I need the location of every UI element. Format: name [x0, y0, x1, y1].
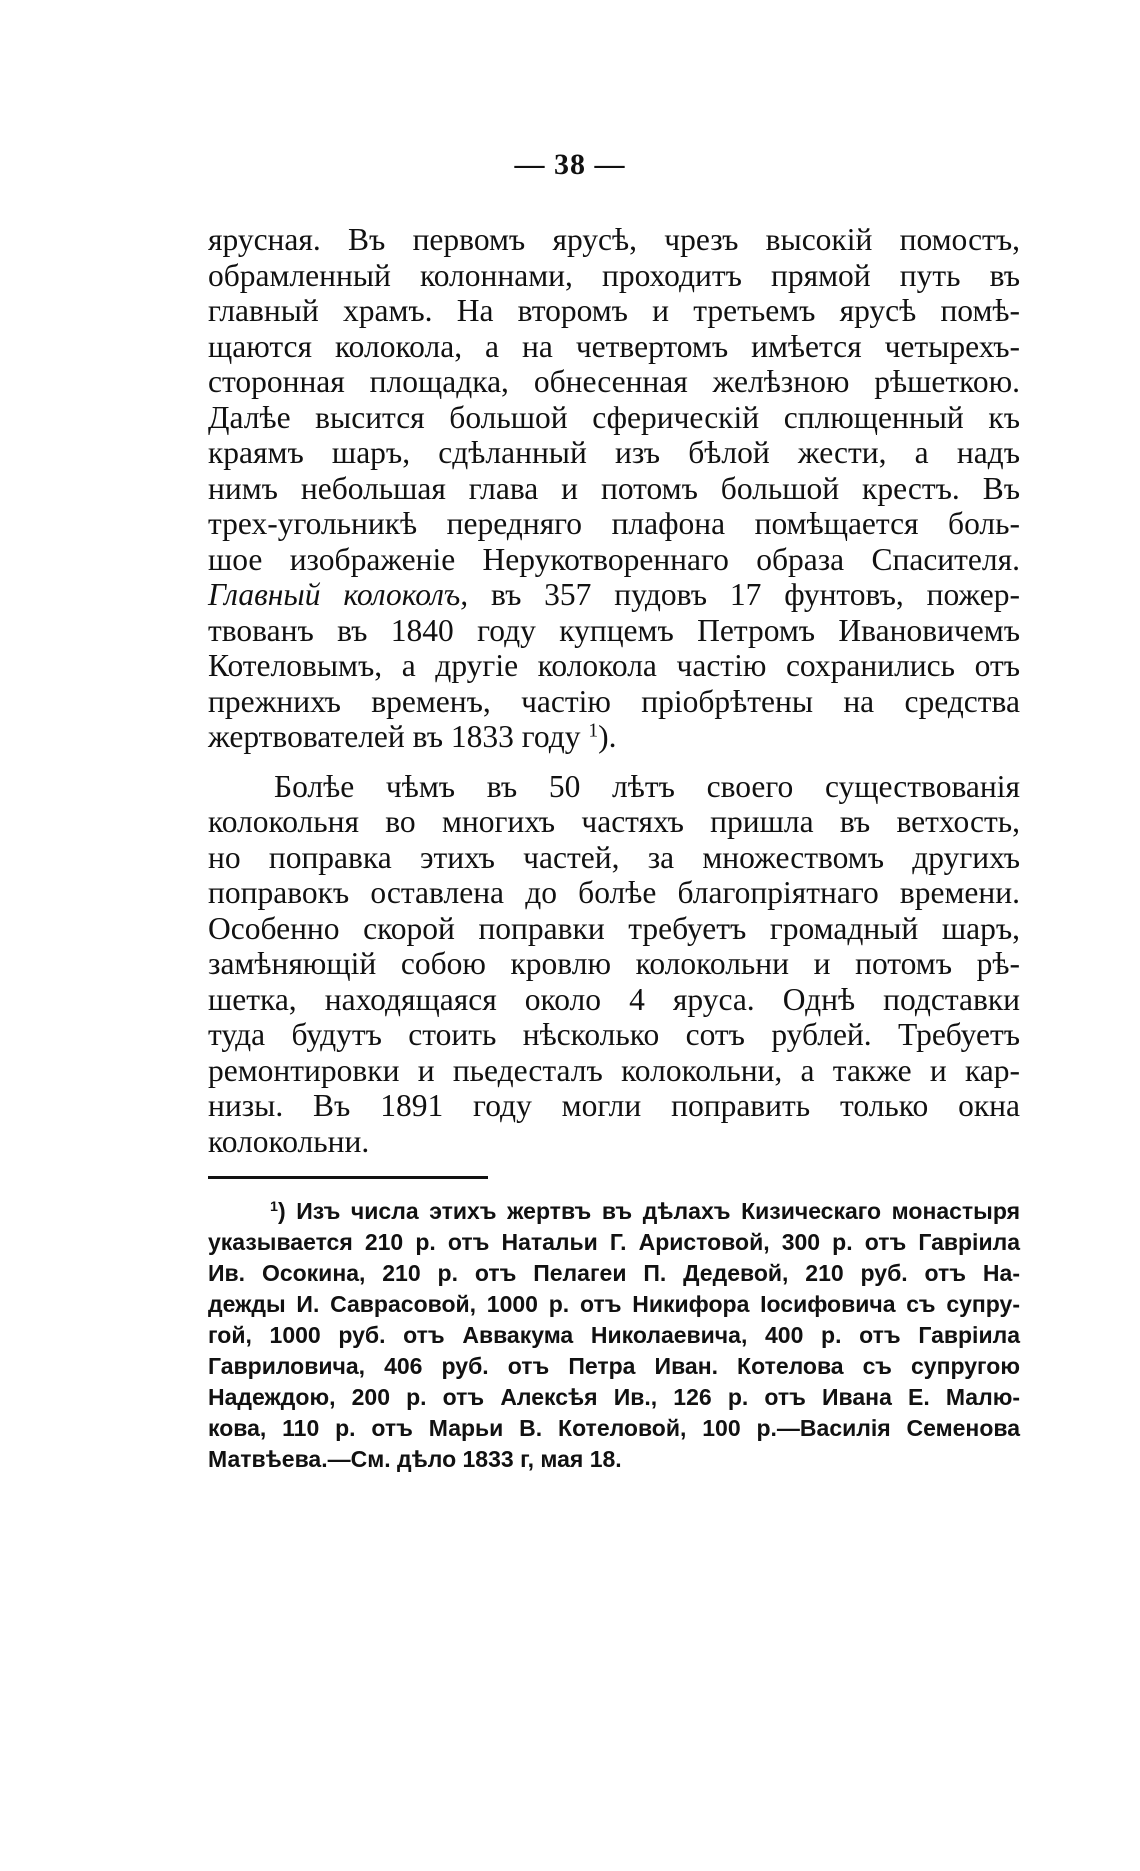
- text-line: трех-угольникѣ передняго плафона помѣщается боль-: [208, 506, 1020, 541]
- text-line: шетка, находящаяся около 4 яруса. Однѣ подставки: [208, 981, 1020, 1017]
- text-line: Далѣе высится большой сферическій сплющенный къ: [208, 399, 1020, 435]
- text-segment: ).: [598, 719, 617, 754]
- text-line: ремонтировки и пьедесталъ колокольни, а также и кар-: [208, 1052, 1020, 1088]
- footnote-reference: 1: [588, 720, 599, 742]
- paragraph-start: Болѣе чѣмъ въ 50 лѣтъ своего существованія: [274, 768, 1020, 804]
- text-line: Котеловымъ, а другіе колокола частію сохранились отъ: [208, 648, 1020, 683]
- text-line-bell: [208, 577, 1020, 613]
- italic-phrase: Главный колоколъ,: [208, 577, 469, 612]
- footnote-block: [208, 1196, 1020, 1475]
- text-line: сторонная площадка, обнесенная желѣзною рѣшеткою.: [208, 364, 1020, 399]
- text-line: щаются колокола, а на четвертомъ имѣется четырехъ-: [208, 328, 1020, 364]
- text-line: замѣняющій собою кровлю колокольни и потомъ рѣ-: [208, 946, 1020, 981]
- text-line-last: колокольни.: [208, 1123, 370, 1159]
- text-line: поправокъ оставлена до болѣе благопріятнаго времени.: [208, 875, 1020, 910]
- footnote-line: кова, 110 р. отъ Марьи В. Котеловой, 100 р.—Василія Семенова: [208, 1415, 1020, 1441]
- footnote-line-last: Матвѣева.—См. дѣло 1833 г, мая 18.: [208, 1446, 622, 1472]
- footnote-line: дежды И. Саврасовой, 1000 р. отъ Никифора Іосифовича съ супру-: [208, 1291, 1020, 1317]
- text-line: твованъ въ 1840 году купцемъ Петромъ Ивановичемъ: [208, 612, 1020, 648]
- text-segment: въ 357 пудовъ 17 фунтовъ, пожер-: [468, 577, 1020, 612]
- footnote-marker-close: ): [277, 1198, 297, 1224]
- footnote-first-line: [208, 1196, 1020, 1227]
- footnote-line: указывается 210 р. отъ Натальи Г. Аристовой, 300 р. отъ Гавріила: [208, 1229, 1020, 1255]
- text-line: нимъ небольшая глава и потомъ большой крестъ. Въ: [208, 470, 1020, 506]
- footnote-line: гой, 1000 руб. отъ Аввакума Николаевича, 400 р. отъ Гавріила: [208, 1322, 1020, 1348]
- footnote-line: Ив. Осокина, 210 р. отъ Пелагеи П. Дедевой, 210 руб. отъ На-: [208, 1260, 1020, 1286]
- footnote-marker: 1: [270, 1199, 278, 1216]
- text-line: обрамленный колоннами, проходитъ прямой путь въ: [208, 257, 1020, 293]
- text-segment: жертвователей въ 1833 году: [208, 719, 589, 754]
- text-line: ярусная. Въ первомъ ярусѣ, чрезъ высокій помостъ,: [208, 222, 1020, 257]
- text-line: Особенно скорой поправки требуетъ громадный шаръ,: [208, 910, 1020, 946]
- text-line: колокольня во многихъ частяхъ пришла въ ветхость,: [208, 804, 1020, 839]
- text-line: прежнихъ временъ, частію пріобрѣтены на средства: [208, 683, 1020, 719]
- main-text: [208, 222, 1020, 1159]
- text-line: низы. Въ 1891 году могли поправить только окна: [208, 1088, 1020, 1123]
- text-segment: Изъ числа этихъ жертвъ въ дѣлахъ Кизическаго монастыря: [296, 1198, 1020, 1224]
- text-line-last: [208, 719, 1020, 755]
- footnote-line: Гавриловича, 406 руб. отъ Петра Иван. Котелова съ супругою: [208, 1353, 1020, 1379]
- text-line: туда будутъ стоить нѣсколько сотъ рублей. Требуетъ: [208, 1017, 1020, 1052]
- text-line: но поправка этихъ частей, за множествомъ другихъ: [208, 839, 1020, 875]
- text-line: краямъ шаръ, сдѣланный изъ бѣлой жести, а надъ: [208, 435, 1020, 470]
- footnote-divider: [208, 1176, 488, 1179]
- footnote-line: Надеждою, 200 р. отъ Алексѣя Ив., 126 р. отъ Ивана Е. Малю-: [208, 1384, 1020, 1410]
- page-number: — 38 —: [514, 148, 626, 181]
- text-line: шое изображеніе Нерукотвореннаго образа Спасителя.: [208, 541, 1020, 577]
- text-line: главный храмъ. На второмъ и третьемъ ярусѣ помѣ-: [208, 293, 1020, 328]
